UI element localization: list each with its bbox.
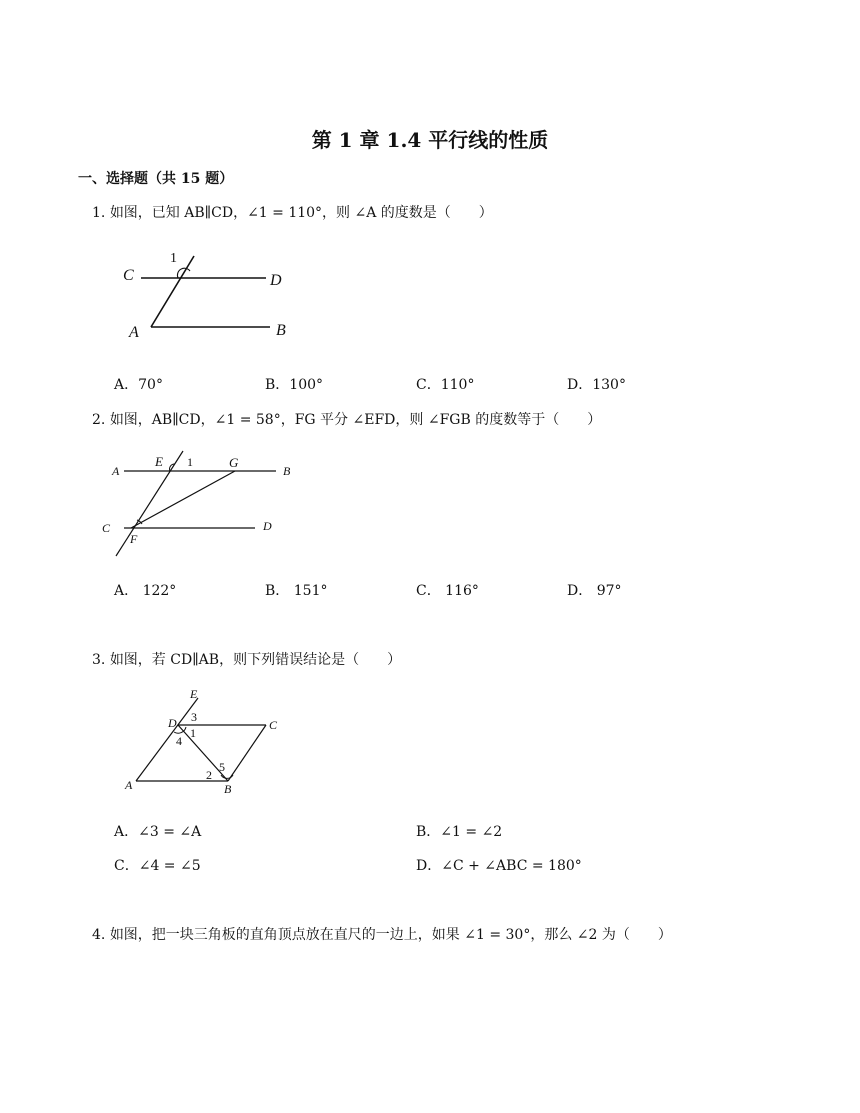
label-c: C: [269, 718, 278, 732]
option-b[interactable]: B． 151°: [265, 583, 328, 599]
question-number: 3.: [92, 652, 106, 668]
label-3: 3: [191, 710, 197, 724]
line-transversal: [116, 451, 183, 556]
figure-question-3: [120, 685, 290, 795]
option-c[interactable]: C． 116°: [416, 583, 479, 599]
figure-question-2: [100, 450, 300, 562]
label-b: B: [224, 782, 232, 795]
label-5: 5: [219, 760, 225, 774]
label-a: A: [112, 464, 120, 478]
label-1: 1: [170, 251, 177, 266]
figure-question-1: [110, 245, 310, 350]
label-2: 2: [206, 768, 212, 782]
option-d[interactable]: D．130°: [567, 377, 626, 393]
question-1: [92, 202, 493, 222]
question-stem: 如图，已知 AB∥CD，∠1 = 110°，则 ∠A 的度数是（ ）: [109, 205, 493, 221]
question-3: [92, 649, 401, 669]
label-d: D: [168, 716, 177, 730]
label-1: 1: [190, 726, 196, 740]
label-e: E: [190, 687, 198, 701]
label-1: 1: [187, 455, 193, 469]
label-4: 4: [176, 734, 182, 748]
question-number: 2.: [92, 412, 106, 428]
option-d[interactable]: D． 97°: [567, 583, 622, 599]
option-a[interactable]: A． 122°: [114, 583, 177, 599]
question-2: [92, 409, 601, 429]
label-a: A: [125, 778, 133, 792]
option-a[interactable]: A．70°: [114, 377, 163, 393]
label-c: C: [102, 521, 111, 535]
label-f: F: [130, 532, 138, 546]
label-b: B: [276, 322, 286, 339]
question-4: [92, 924, 672, 944]
label-c: C: [123, 267, 134, 284]
section-heading: 一、选择题（共 15 题）: [78, 171, 234, 187]
option-c[interactable]: C．110°: [416, 377, 475, 393]
label-d: D: [263, 519, 272, 533]
option-a[interactable]: A．∠3 = ∠A: [114, 824, 202, 840]
label-b: B: [283, 464, 291, 478]
line-bc: [228, 725, 266, 781]
option-c[interactable]: C．∠4 = ∠5: [114, 858, 201, 874]
label-a: A: [129, 324, 139, 341]
option-d[interactable]: D．∠C + ∠ABC = 180°: [416, 858, 582, 874]
question-stem: 如图，AB∥CD，∠1 = 58°，FG 平分 ∠EFD，则 ∠FGB 的度数等于（ ）: [109, 412, 602, 428]
option-b[interactable]: B．∠1 = ∠2: [416, 824, 503, 840]
label-d: D: [270, 272, 282, 289]
question-stem: 如图，若 CD∥AB，则下列错误结论是（ ）: [109, 652, 402, 668]
page-title: 第 1 章 1.4 平行线的性质: [311, 128, 549, 152]
line-transversal: [151, 256, 194, 327]
label-e: E: [155, 454, 163, 469]
question-number: 4.: [92, 927, 106, 943]
question-number: 1.: [92, 205, 106, 221]
line-ea: [136, 698, 198, 781]
question-stem: 如图，把一块三角板的直角顶点放在直尺的一边上，如果 ∠1 = 30°，那么 ∠2 为（ ）: [109, 927, 672, 943]
label-g: G: [229, 455, 239, 470]
option-b[interactable]: B．100°: [265, 377, 324, 393]
line-fg: [131, 471, 235, 528]
